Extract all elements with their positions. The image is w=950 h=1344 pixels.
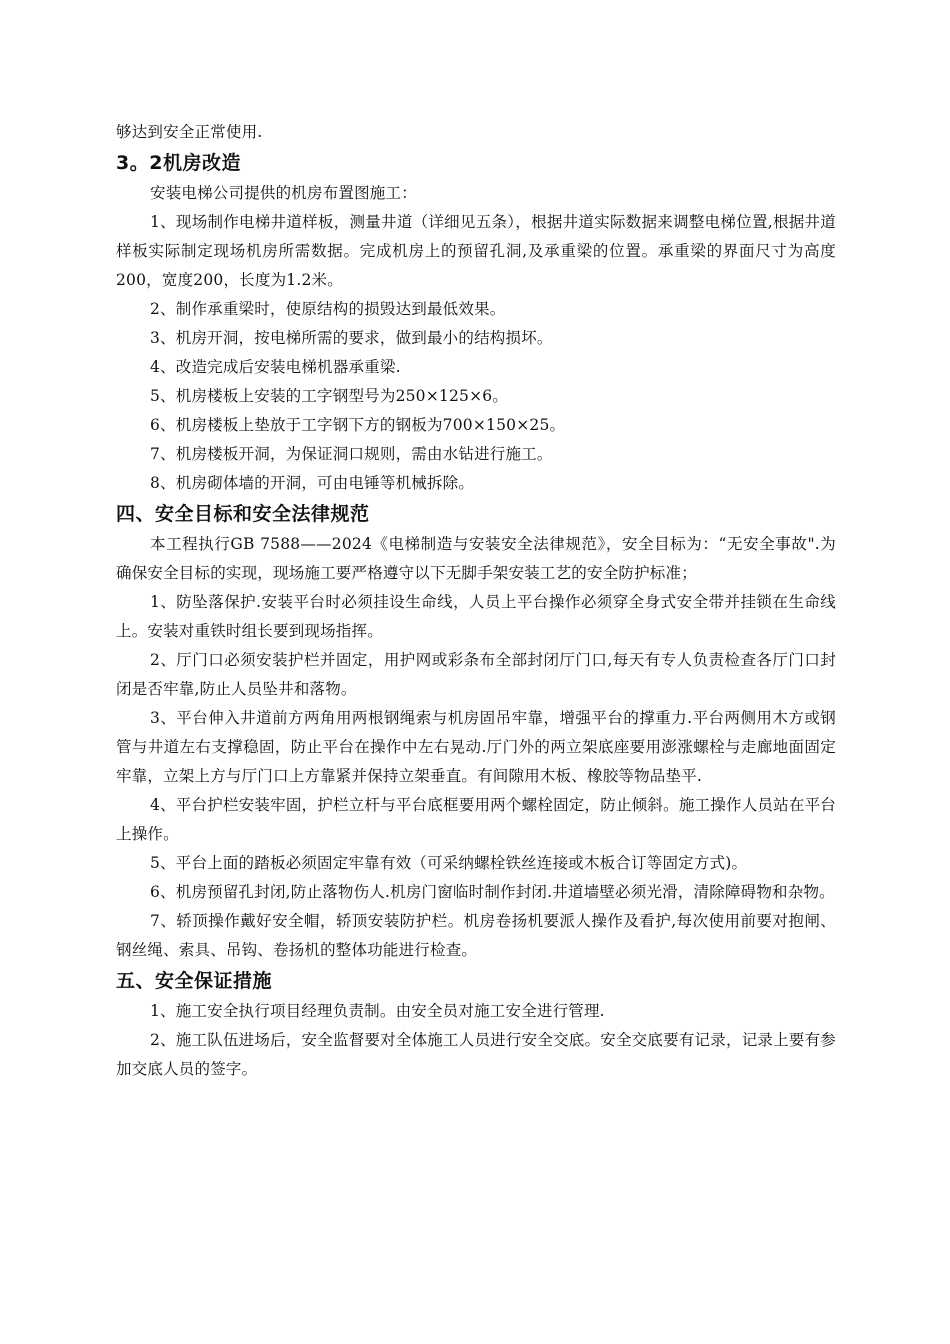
section-3-2-item: 4、改造完成后安装电梯机器承重梁.	[150, 358, 401, 376]
section-4-item: 2、厅门口必须安装护栏并固定，用护网或彩条布全部封闭厅门口,每天有专人负责检查各厅门口封闭是否牢靠,防止人员坠井和落物。	[116, 651, 836, 698]
section-4-item: 5、平台上面的踏板必须固定牢靠有效（可采纳螺栓铁丝连接或木板合订等固定方式)。	[150, 854, 748, 872]
section-3-2-lead: 安装电梯公司提供的机房布置图施工：	[150, 184, 417, 202]
section-4-item: 7、轿顶操作戴好安全帽，轿顶安装防护栏。机房卷扬机要派人操作及看护,每次使用前要对抱闸、钢丝绳、索具、吊钩、卷扬机的整体功能进行检查。	[116, 912, 836, 959]
section-5-heading: 五、安全保证措施	[116, 970, 273, 992]
section-3-2-item: 2、制作承重梁时，使原结构的损毁达到最低效果。	[150, 300, 506, 318]
section-4-item: 1、防坠落保护.安装平台时必须挂设生命线，人员上平台操作必须穿全身式安全带并挂锁在生命线上。安装对重铁时组长要到现场指挥。	[116, 593, 836, 640]
section-5-item: 1、施工安全执行项目经理负责制。由安全员对施工安全进行管理.	[150, 1002, 605, 1020]
section-3-2-item: 6、机房楼板上垫放于工字钢下方的钢板为700×150×25。	[150, 416, 566, 434]
section-3-2-item: 3、机房开洞，按电梯所需的要求，做到最小的结构损坏。	[150, 329, 553, 347]
document-body	[116, 118, 836, 1084]
section-4-heading: 四、安全目标和安全法律规范	[116, 503, 370, 525]
section-4-item: 4、平台护栏安装牢固，护栏立杆与平台底框要用两个螺栓固定，防止倾斜。施工操作人员站在平台上操作。	[116, 796, 836, 843]
section-5-item: 2、施工队伍进场后，安全监督要对全体施工人员进行安全交底。安全交底要有记录，记录上要有参加交底人员的签字。	[116, 1031, 836, 1078]
intro-tail: 够达到安全正常使用.	[116, 123, 263, 141]
section-4-lead: 本工程执行GB 7588——2024《电梯制造与安装安全法律规范》，安全目标为：“无安全事故".为确保安全目标的实现，现场施工要严格遵守以下无脚手架安装工艺的安全防护标准；	[116, 535, 836, 582]
section-3-2-item: 7、机房楼板开洞，为保证洞口规则，需由水钻进行施工。	[150, 445, 553, 463]
section-3-2-heading: 3。2机房改造	[116, 152, 241, 174]
section-3-2-item: 8、机房砌体墙的开洞，可由电锤等机械拆除。	[150, 474, 475, 492]
section-4-item: 6、机房预留孔封闭,防止落物伤人.机房门窗临时制作封闭.井道墙壁必须光滑，清除障碍物和杂物。	[150, 883, 835, 901]
section-4-item: 3、平台伸入井道前方两角用两根钢绳索与机房固吊牢靠，增强平台的撑重力.平台两侧用木方或钢管与井道左右支撑稳固，防止平台在操作中左右晃动.厅门外的两立架底座要用澎涨螺栓与走廊地面固定牢靠，立架上方与厅门口上方靠紧并保持立架垂直。有间隙用木板、橡胶等物品垫平.	[116, 709, 836, 785]
section-3-2-item: 1、现场制作电梯井道样板，测量井道（详细见五条），根据井道实际数据来调整电梯位置,根据井道样板实际制定现场机房所需数据。完成机房上的预留孔洞,及承重梁的位置。承重梁的界面尺寸为高度200，宽度200，长度为1.2米。	[116, 213, 836, 289]
section-3-2-item: 5、机房楼板上安装的工字钢型号为250×125×6。	[150, 387, 509, 405]
